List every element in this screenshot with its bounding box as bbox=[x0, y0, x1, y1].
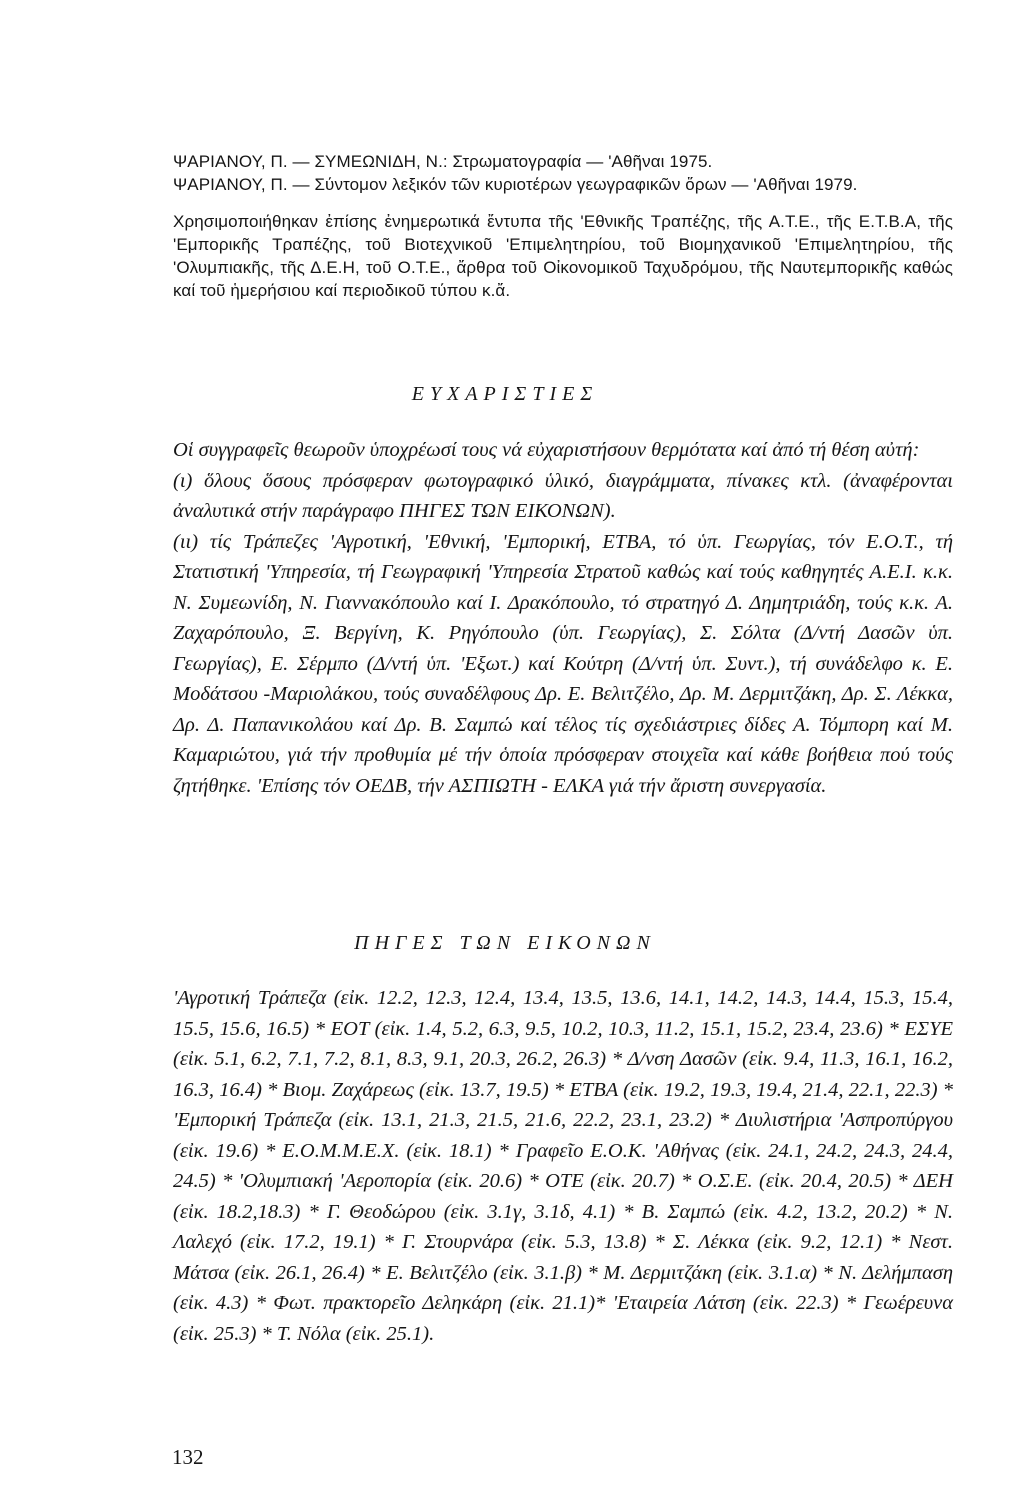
acknowledgements-text bbox=[173, 435, 953, 801]
acknowledgements-heading: ΕΥΧΑΡΙΣΤΙΕΣ bbox=[411, 383, 599, 405]
image-sources-heading: ΠΗΓΕΣ ΤΩΝ ΕΙΚΟΝΩΝ bbox=[354, 932, 656, 954]
image-sources-paragraph: 'Αγροτική Τράπεζα (εἰκ. 12.2, 12.3, 12.4, 13.4, 13.5, 13.6, 14.1, 14.2, 14.3, 14.4, 15.3, 15.4, 15.5, 15.6, 16.5) * ΕΟΤ (εἰκ. 1.4, 5.2, 6.3, 9.5, 10.2, 10.3, 11.2, 15.1, 15.2, 23.4, 23.6) * ΕΣΥΕ (εἰκ. 5.1, 6.2, 7.1, 7.2, 8.1, 8.3, 9.1, 20.3, 26.2, 26.3) * Δ/νση Δασῶν (εἰκ. 9.4, 11.3, 16.1, 16.2, 16.3, 16.4) * Βιομ. Ζαχάρεως (εἰκ. 13.7, 19.5) * ΕΤΒΑ (εἰκ. 19.2, 19.3, 19.4, 21.4, 22.1, 22.3) * 'Εμπορική Τράπεζα (εἰκ. 13.1, 21.3, 21.5, 21.6, 22.2, 23.1, 23.2) * Διυλιστήρια 'Ασπροπύργου (εἰκ. 19.6) * Ε.Ο.Μ.Μ.Ε.Χ. (εἰκ. 18.1) * Γραφεῖο Ε.Ο.Κ. 'Αθήνας (εἰκ. 24.1, 24.2, 24.3, 24.4, 24.5) * 'Ολυμπιακή 'Αεροπορία (εἰκ. 20.6) * ΟΤΕ (εἰκ. 20.7) * Ο.Σ.Ε. (εἰκ. 20.4, 20.5) * ΔΕΗ (εἰκ. 18.2,18.3) * Γ. Θεοδώρου (εἰκ. 3.1γ, 3.1δ, 4.1) * Β. Σαμπώ (εἰκ. 4.2, 13.2, 20.2) * Ν. Λαλεχό (εἰκ. 17.2, 19.1) * Γ. Στουρνάρα (εἰκ. 5.3, 13.8) * Σ. Λέκκα (εἰκ. 9.2, 12.1) * Νεστ. Μάτσα (εἰκ. 26.1, 26.4) * Ε. Βελιτζέλο (εἰκ. 3.1.β) * Μ. Δερμιτζάκη (εἰκ. 3.1.α) * Ν. Δελήμπαση (εἰκ. 4.3) * Φωτ. πρακτορεῖο Δεληκάρη (εἰκ. 21.1)* 'Εταιρεία Λάτση (εἰκ. 22.3) * Γεωέρευνα (εἰκ. 25.3) * Τ. Νόλα (εἰκ. 25.1). bbox=[173, 987, 953, 1345]
sources-used-paragraph: Χρησιμοποιήθηκαν ἐπίσης ἐνημερωτικά ἔντυπα τῆς 'Εθνικῆς Τραπέζης, τῆς Α.Τ.Ε., τῆς Ε.Τ.Β.Α, τῆς 'Εμπορικῆς Τραπέζης, τοῦ Βιοτεχνικοῦ 'Επιμελητηρίου, τοῦ Βιομηχανικοῦ 'Επιμελητηρίου, τῆς 'Ολυμπιακῆς, τῆς Δ.Ε.Η, τοῦ Ο.Τ.Ε., ἄρθρα τοῦ Οἰκονομικοῦ Ταχυδρόμου, τῆς Ναυτεμπορικῆς καθώς καί τοῦ ἡμερήσιου καί περιοδικοῦ τύπου κ.ἄ. bbox=[173, 212, 953, 300]
acknowledgements-intro: Οἱ συγγραφεῖς θεωροῦν ὑποχρέωσί τους νά εὐχαριστήσουν θερμότατα καί ἀπό τή θέση αὐτή: bbox=[173, 439, 920, 461]
bibliography-section bbox=[173, 150, 953, 319]
image-sources-text bbox=[173, 983, 953, 1349]
bibliography-entry: ΨΑΡΙΑΝΟΥ, Π. — Σύντομον λεξικόν τῶν κυριοτέρων γεωγραφικῶν ὅρων — 'Αθῆναι 1979. bbox=[173, 175, 858, 194]
page-number: 132 bbox=[172, 1445, 204, 1469]
acknowledgements-item: (ιι) τίς Τράπεζες 'Αγροτική, 'Εθνική, 'Εμπορική, ΕΤΒΑ, τό ὑπ. Γεωργίας, τόν Ε.Ο.Τ., τή Στατιστική 'Υπηρεσία, τή Γεωγραφική 'Υπηρεσία Στρατοῦ καθώς καί τούς καθηγητές Α.Ε.Ι. κ.κ. Ν. Συμεωνίδη, Ν. Γιαννακόπουλο καί Ι. Δρακόπουλο, τό στρατηγό Δ. Δημητριάδη, τούς κ.κ. Α. Ζαχαρόπουλο, Ξ. Βεργίνη, Κ. Ρηγόπουλο (ὑπ. Γεωργίας), Σ. Σόλτα (Δ/ντή Δασῶν ὑπ. Γεωργίας), Ε. Σέρμπο (Δ/ντή ὑπ. 'Εξωτ.) καί Κούτρη (Δ/ντή ὑπ. Συντ.), τή συνάδελφο κ. Ε. Μοδάτσου -Μαριολάκου, τούς συναδέλφους Δρ. Ε. Βελιτζέλο, Δρ. Μ. Δερμιτζάκη, Δρ. Σ. Λέκκα, Δρ. Δ. Παπανικολάου καί Δρ. Β. Σαμπώ καί τέλος τίς σχεδιάστριες δίδες Α. Τόμπορη καί Μ. Καμαριώτου, γιά τήν προθυμία μέ τήν ὁποία πρόσφεραν στοιχεῖα καί κάθε βοήθεια πού τούς ζητήθηκε. 'Επίσης τόν ΟΕΔΒ, τήν ΑΣΠΙΩΤΗ - ΕΛΚΑ γιά τήν ἄριστη συνεργασία. bbox=[173, 530, 953, 797]
bibliography-entry: ΨΑΡΙΑΝΟΥ, Π. — ΣΥΜΕΩΝΙΔΗ, Ν.: Στρωματογραφία — 'Αθῆναι 1975. bbox=[173, 152, 713, 171]
acknowledgements-item: (ι) ὅλους ὅσους πρόσφεραν φωτογραφικό ὑλικό, διαγράμματα, πίνακες κτλ. (ἀναφέρονται ἀναλυτικά στήν παράγραφο ΠΗΓΕΣ ΤΩΝ ΕΙΚΟΝΩΝ). bbox=[173, 469, 953, 522]
